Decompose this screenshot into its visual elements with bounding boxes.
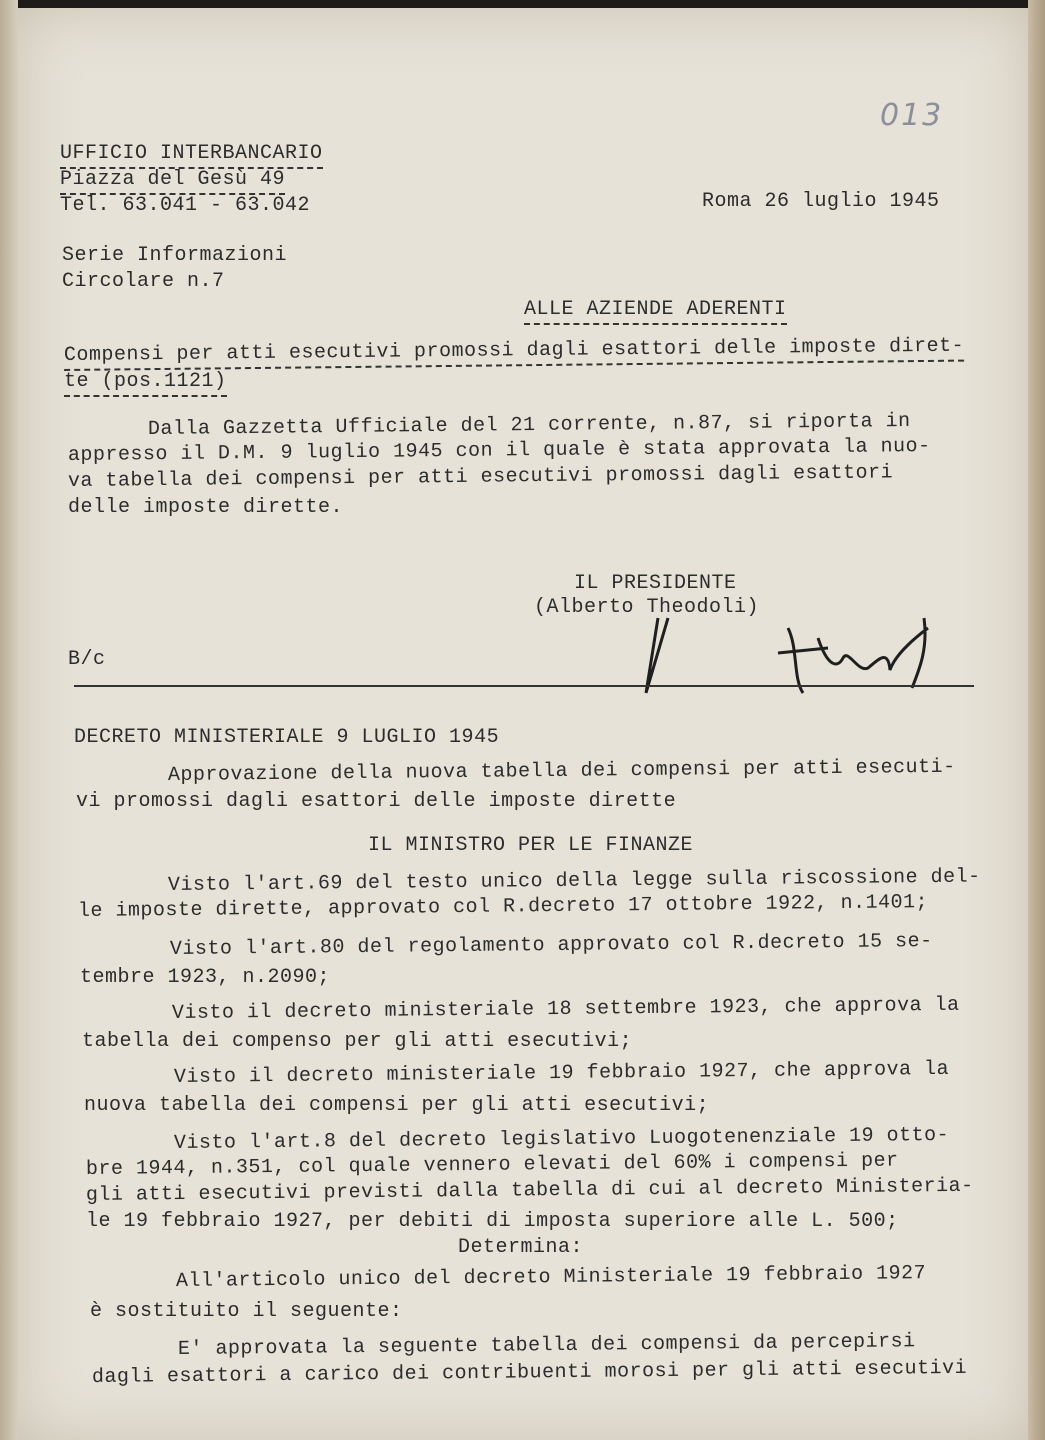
- signatory-title: IL PRESIDENTE: [574, 572, 737, 595]
- closing-line-1: E' approvata la seguente tabella dei compensi da percepirsi: [177, 1330, 916, 1361]
- intro-line-3: va tabella dei compensi per atti esecutivi promossi dagli esattori: [67, 461, 894, 493]
- intro-line-1: Dalla Gazzetta Ufficiale del 21 corrente, n.87, si riporta in: [147, 410, 911, 441]
- subject-line-2: te (pos.1121): [64, 370, 227, 397]
- closing-line-2: dagli esattori a carico dei contribuenti morosi per gli atti esecutivi: [91, 1356, 968, 1389]
- consideration-5-line-2: bre 1944, n.351, col quale vennero elevati del 60% i compensi per: [85, 1149, 899, 1181]
- article-line-2: è sostituito il seguente:: [90, 1300, 403, 1323]
- article-line-1: All'articolo unico del decreto Ministeriale 19 febbraio 1927: [175, 1262, 927, 1293]
- consideration-2-line-2: tembre 1923, n.2090;: [80, 966, 331, 989]
- consideration-5-line-1: Visto l'art.8 del decreto legislativo Luogotenenziale 19 otto-: [173, 1123, 950, 1155]
- consideration-5-line-4: le 19 febbraio 1927, per debiti di imposta superiore alle L. 500;: [86, 1210, 899, 1233]
- consideration-3-line-2: tabella dei compenso per gli atti esecutivi;: [82, 1030, 633, 1053]
- consideration-2-line-1: Visto l'art.80 del regolamento approvato col R.decreto 15 se-: [169, 930, 933, 961]
- scan-right-edge: [1028, 0, 1045, 1440]
- scan-left-edge: [0, 0, 18, 1440]
- circular-number: Circolare n.7: [62, 270, 225, 293]
- decree-title: DECRETO MINISTERIALE 9 LUGLIO 1945: [74, 726, 500, 749]
- archive-number: 013: [880, 98, 944, 133]
- initials: B/c: [68, 648, 106, 671]
- authority: IL MINISTRO PER LE FINANZE: [368, 834, 694, 857]
- intro-line-2: appresso il D.M. 9 luglio 1945 con il quale è stata approvata la nuo-: [67, 434, 931, 467]
- consideration-3-line-1: Visto il decreto ministeriale 18 settembre 1923, che approva la: [171, 993, 960, 1025]
- consideration-1-line-2: le imposte dirette, approvato col R.decreto 17 ottobre 1922, n.1401;: [77, 891, 929, 923]
- office-name: UFFICIO INTERBANCARIO: [60, 142, 323, 169]
- decree-subtitle-2: vi promossi dagli esattori delle imposte dirette: [76, 790, 677, 813]
- handwritten-signature: [628, 598, 968, 708]
- letter-date: Roma 26 luglio 1945: [702, 190, 940, 213]
- scan-top-edge: [0, 0, 1045, 8]
- consideration-1-line-1: Visto l'art.69 del testo unico della legge sulla riscossione del-: [167, 865, 981, 897]
- office-phone: Tel. 63.041 - 63.042: [60, 194, 311, 217]
- office-address: Piazza del Gesù 49: [60, 168, 285, 195]
- section-divider: [74, 685, 974, 687]
- consideration-4-line-1: Visto il decreto ministeriale 19 febbraio 1927, che approva la: [173, 1057, 950, 1089]
- consideration-5-line-3: gli atti esecutivi previsti dalla tabella di cui al decreto Ministeria-: [85, 1174, 974, 1207]
- intro-line-4: delle imposte dirette.: [68, 496, 344, 519]
- consideration-4-line-2: nuova tabella dei compensi per gli atti esecutivi;: [84, 1094, 710, 1117]
- series-label: Serie Informazioni: [62, 244, 288, 267]
- signatory-name: (Alberto Theodoli): [534, 596, 760, 619]
- document-page: [18, 8, 1028, 1440]
- subject-line-1: Compensi per atti esecutivi promossi dagli esattori delle imposte diret-: [64, 335, 964, 371]
- determina: Determina:: [458, 1236, 584, 1259]
- decree-subtitle-1: Approvazione della nuova tabella dei compensi per atti esecuti-: [167, 755, 956, 787]
- recipient: ALLE AZIENDE ADERENTI: [524, 298, 787, 325]
